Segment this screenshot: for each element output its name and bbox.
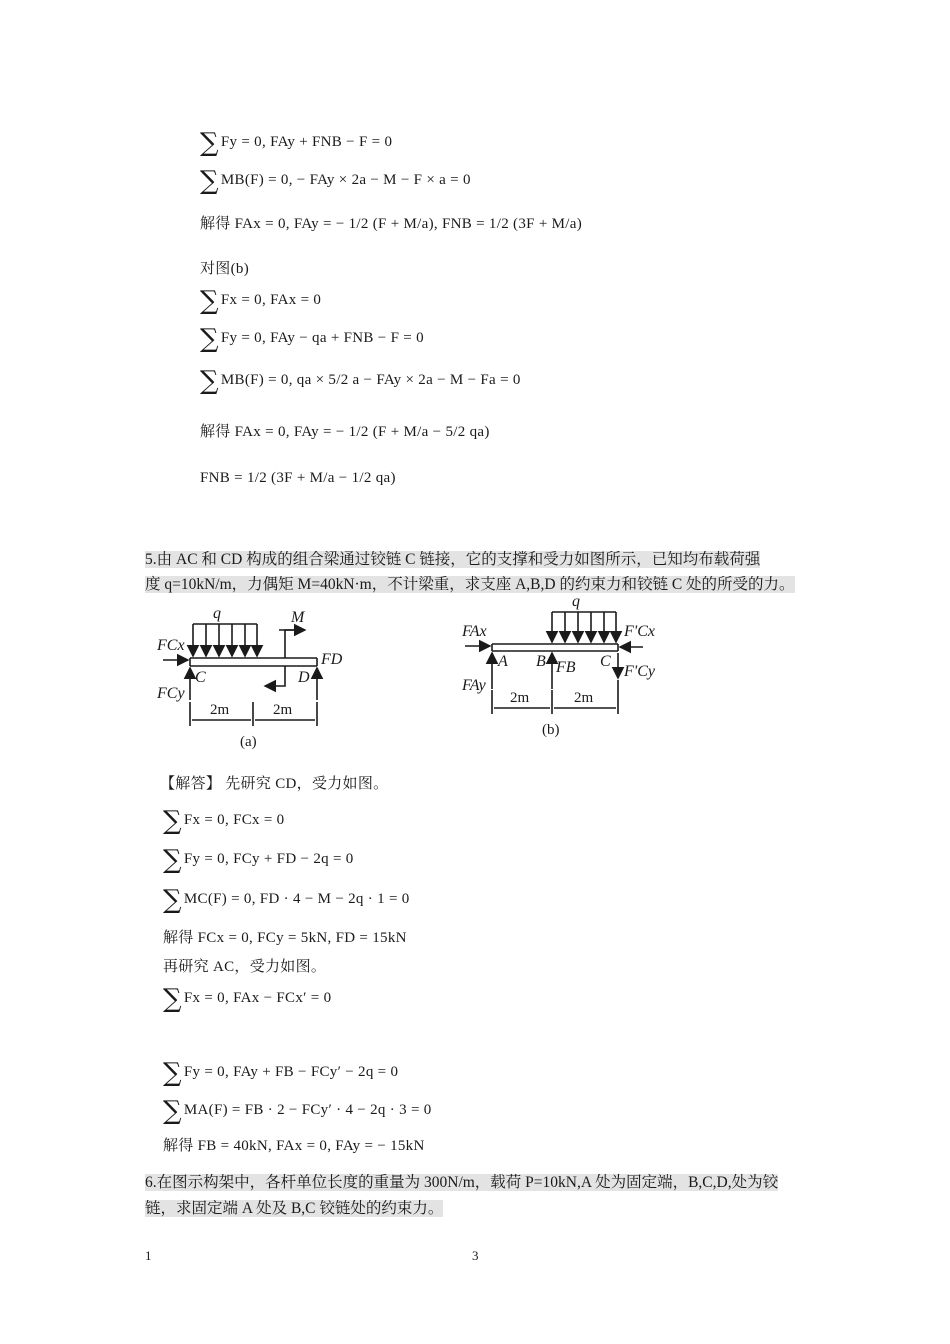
caption-b: (b) bbox=[542, 722, 560, 738]
equation-1: ∑ Fy = 0, FAy + FNB − F = 0 bbox=[200, 128, 393, 158]
dim-2-b: 2m bbox=[574, 690, 594, 706]
footer-left-number: 1 bbox=[145, 1248, 152, 1263]
solution-eq-8: ∑ MA(F) = FB · 2 − FCy′ · 4 − 2q · 3 = 0 bbox=[163, 1096, 432, 1126]
label-q: q bbox=[213, 605, 221, 622]
solution-eq-1: ∑ Fx = 0, FCx = 0 bbox=[163, 806, 285, 836]
solution-eq-2: ∑ Fy = 0, FCy + FD − 2q = 0 bbox=[163, 845, 354, 875]
dim-1-b: 2m bbox=[510, 690, 530, 706]
label-M: M bbox=[291, 609, 305, 626]
equation-4: 对图(b) bbox=[200, 261, 249, 277]
label-FCy: FCy bbox=[157, 685, 185, 702]
label-A: A bbox=[498, 653, 508, 670]
label-D: D bbox=[298, 669, 310, 686]
solution-eq-5: 再研究 AC，受力如图。 bbox=[163, 959, 327, 975]
equation-7: ∑ MB(F) = 0, qa × 5/2 a − FAy × 2a − M − Fa = 0 bbox=[200, 366, 521, 396]
dim-1: 2m bbox=[210, 702, 230, 718]
equation-8: 解得 FAx = 0, FAy = − 1/2 (F + M/a − 5/2 qa) bbox=[200, 424, 490, 440]
equation-3: 解得 FAx = 0, FAy = − 1/2 (F + M/a), FNB = 1/2 (3F + M/a) bbox=[200, 216, 583, 232]
equation-9: FNB = 1/2 (3F + M/a − 1/2 qa) bbox=[200, 470, 396, 486]
solution-eq-6: ∑ Fx = 0, FAx − FCx′ = 0 bbox=[163, 984, 332, 1014]
solution-eq-7: ∑ Fy = 0, FAy + FB − FCy′ − 2q = 0 bbox=[163, 1058, 399, 1088]
dim-2: 2m bbox=[273, 702, 293, 718]
figure-a bbox=[155, 600, 365, 750]
label-FB: FB bbox=[556, 659, 576, 676]
label-C-b: C bbox=[600, 653, 611, 670]
problem-5-line-1: 5.由 AC 和 CD 构成的组合梁通过铰链 C 链接，它的支撑和受力如图所示，已知均布载荷强 bbox=[145, 551, 761, 568]
solution-eq-4: 解得 FCx = 0, FCy = 5kN, FD = 15kN bbox=[163, 930, 407, 946]
solution-header: 【解答】 先研究 CD，受力如图。 bbox=[160, 776, 389, 792]
label-B: B bbox=[536, 653, 546, 670]
label-q-b: q bbox=[572, 594, 580, 610]
label-FCx: FCx bbox=[157, 637, 185, 654]
label-FD: FD bbox=[321, 651, 343, 668]
label-FCx-prime: F'Cx bbox=[624, 623, 655, 640]
equation-5: ∑ Fx = 0, FAx = 0 bbox=[200, 286, 322, 316]
problem-6-line-2: 链，求固定端 A 处及 B,C 铰链处的约束力。 bbox=[145, 1200, 444, 1217]
caption-a: (a) bbox=[240, 734, 257, 750]
problem-5-line-2: 度 q=10kN/m，力偶矩 M=40kN·m，不计梁重，求支座 A,B,D 的约束力和铰链 C 处的所受的力。 bbox=[145, 576, 795, 593]
problem-6-line-1: 6.在图示构架中，各杆单位长度的重量为 300N/m，载荷 P=10kN,A 处为固定端，B,C,D,处为铰 bbox=[145, 1174, 779, 1191]
solution-eq-3: ∑ MC(F) = 0, FD · 4 − M − 2q · 1 = 0 bbox=[163, 885, 410, 915]
equation-6: ∑ Fy = 0, FAy − qa + FNB − F = 0 bbox=[200, 324, 424, 354]
equation-2: ∑ MB(F) = 0, − FAy × 2a − M − F × a = 0 bbox=[200, 166, 471, 196]
label-C: C bbox=[195, 669, 206, 686]
footer-page-number: 3 bbox=[472, 1248, 479, 1263]
figure-b bbox=[460, 594, 670, 744]
label-FAy: FAy bbox=[462, 677, 486, 694]
label-FAx: FAx bbox=[462, 623, 487, 640]
solution-eq-9: 解得 FB = 40kN, FAx = 0, FAy = − 15kN bbox=[163, 1138, 425, 1154]
label-FCy-prime: F'Cy bbox=[624, 663, 655, 680]
